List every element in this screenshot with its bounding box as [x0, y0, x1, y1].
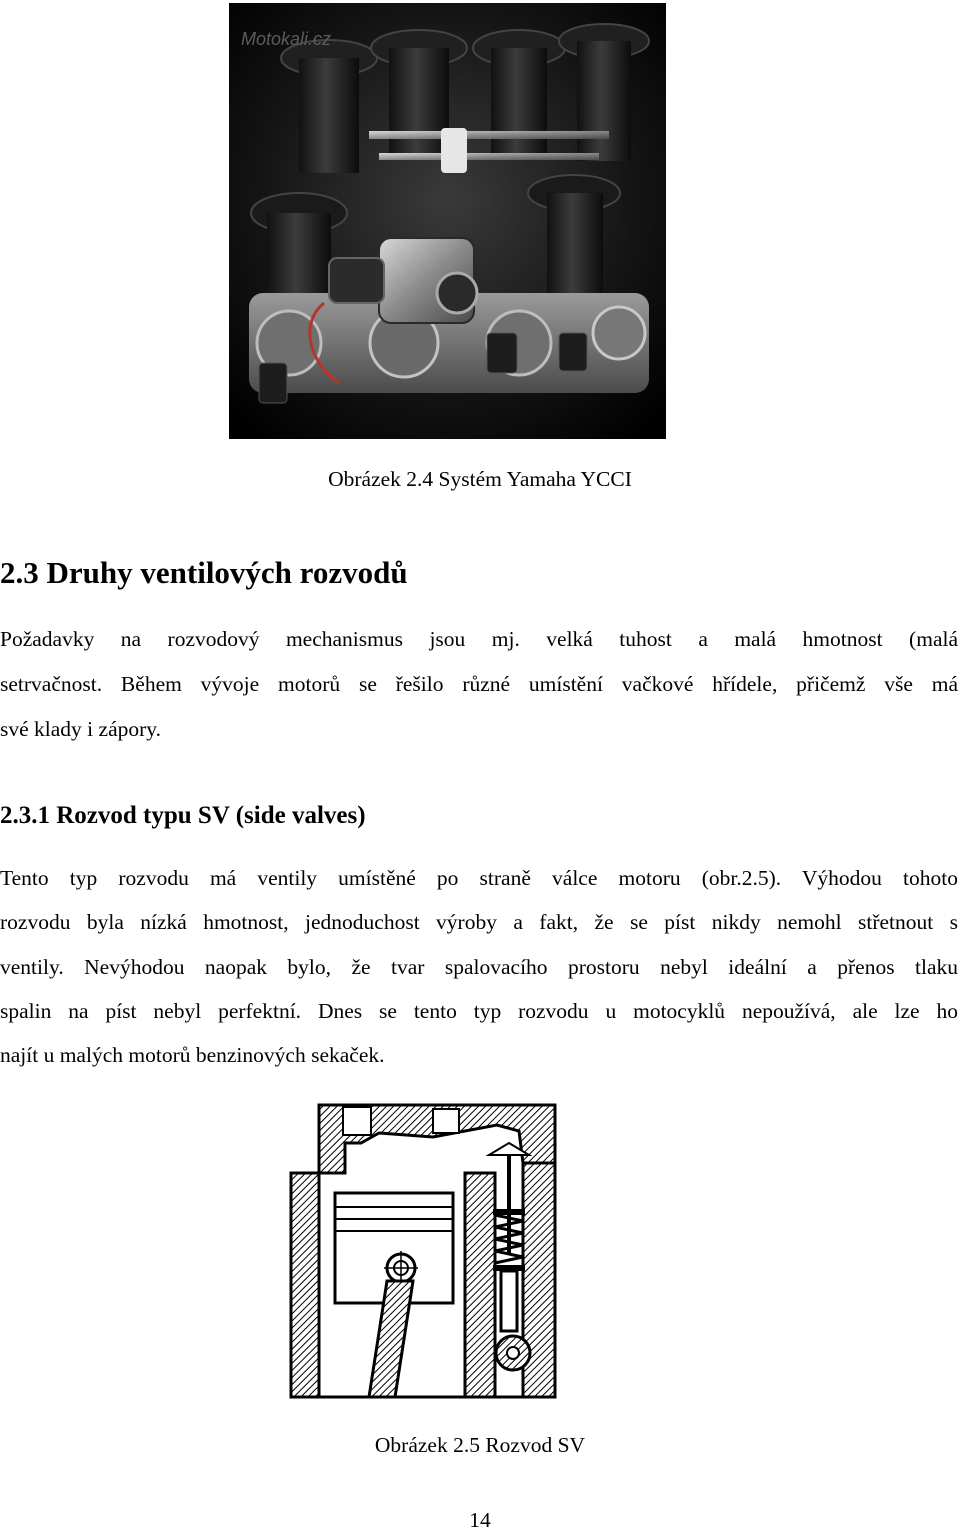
- figure-2-5-caption: Obrázek 2.5 Rozvod SV: [374, 1433, 586, 1457]
- paragraph-line: své klady i zápory.: [0, 717, 161, 741]
- sv-valvetrain-drawing: [283, 1103, 561, 1399]
- sv-drawing-graphic: [283, 1103, 561, 1399]
- figure-2-4-caption: Obrázek 2.4 Systém Yamaha YCCI: [328, 467, 632, 491]
- paragraph-line: setrvačnost. Během vývoje motorů se řešilo různé umístění vačkové hřídele, přičemž vše má: [0, 672, 958, 696]
- subsection-heading: 2.3.1 Rozvod typu SV (side valves): [0, 802, 366, 829]
- ycci-photo-graphic: [229, 3, 666, 439]
- section-heading: 2.3 Druhy ventilových rozvodů: [0, 555, 408, 590]
- paragraph-line: najít u malých motorů benzinových sekaček.: [0, 1043, 385, 1067]
- paragraph-line: Tento typ rozvodu má ventily umístěné po straně válce motoru (obr.2.5). Výhodou tohoto: [0, 866, 958, 890]
- paragraph-line: rozvodu byla nízká hmotnost, jednoduchost výroby a fakt, že se píst nikdy nemohl střetnout s: [0, 910, 958, 934]
- photo-watermark: Motokali.cz: [241, 29, 332, 49]
- page-number: 14: [469, 1508, 491, 1532]
- ycci-photo: [229, 3, 666, 439]
- paragraph-line: ventily. Nevýhodou naopak bylo, že tvar spalovacího prostoru nebyl ideální a přenos tlaku: [0, 955, 958, 979]
- paragraph-line: Požadavky na rozvodový mechanismus jsou mj. velká tuhost a malá hmotnost (malá: [0, 627, 958, 651]
- paragraph-line: spalin na píst nebyl perfektní. Dnes se tento typ rozvodu u motocyklů nepoužívá, ale lze ho: [0, 999, 958, 1023]
